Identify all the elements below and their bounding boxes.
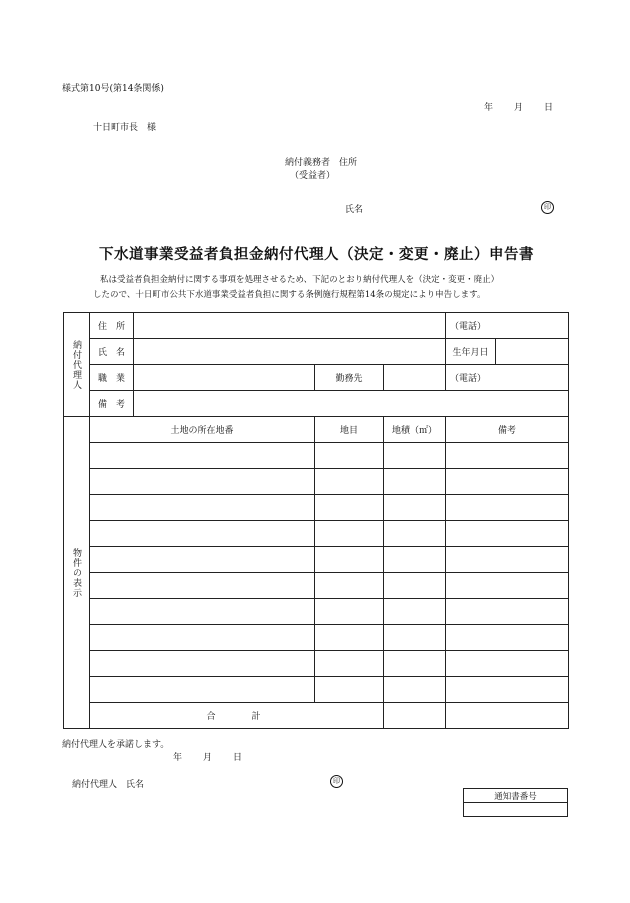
payer-seal-icon: 印 <box>541 201 554 214</box>
area-cell[interactable] <box>384 625 446 651</box>
consent-seal-icon: 印 <box>330 775 343 788</box>
remarks-cell[interactable] <box>446 469 569 495</box>
payer-sub-label: （受益者） <box>290 171 336 181</box>
column-header-location: 土地の所在地番 <box>90 417 315 443</box>
agent-phone-label: （電話） <box>450 322 487 332</box>
property-row <box>64 625 569 651</box>
location-cell[interactable] <box>90 521 315 547</box>
land-category-cell[interactable] <box>315 677 384 703</box>
property-row <box>64 469 569 495</box>
location-cell[interactable] <box>90 443 315 469</box>
area-cell[interactable] <box>384 677 446 703</box>
area-cell[interactable] <box>384 651 446 677</box>
remarks-cell[interactable] <box>446 443 569 469</box>
location-cell[interactable] <box>90 495 315 521</box>
land-category-cell[interactable] <box>315 599 384 625</box>
property-row <box>64 495 569 521</box>
agent-address-label: 住 所 <box>90 313 134 339</box>
consent-date-line: 年 月 日 <box>173 753 244 763</box>
area-cell[interactable] <box>384 599 446 625</box>
property-row <box>64 573 569 599</box>
agent-birthdate-label: 生年月日 <box>446 339 496 365</box>
area-cell[interactable] <box>384 469 446 495</box>
agent-birthdate-field[interactable] <box>496 339 569 365</box>
location-cell[interactable] <box>90 651 315 677</box>
remarks-cell[interactable] <box>446 599 569 625</box>
remarks-cell[interactable] <box>446 573 569 599</box>
remarks-cell[interactable] <box>446 625 569 651</box>
column-header-land-category: 地目 <box>315 417 384 443</box>
land-category-cell[interactable] <box>315 625 384 651</box>
agent-workplace-label: 勤務先 <box>315 365 384 391</box>
intro-line-2: したので、十日町市公共下水道事業受益者負担に関する条例施行規程第14条の規定により申告します。 <box>93 290 486 300</box>
date-line: 年 月 日 <box>484 103 555 113</box>
column-header-area: 地積（㎡） <box>384 417 446 443</box>
property-row <box>64 521 569 547</box>
agent-address-field[interactable] <box>134 313 446 339</box>
land-category-cell[interactable] <box>315 495 384 521</box>
land-category-cell[interactable] <box>315 521 384 547</box>
remarks-cell[interactable] <box>446 495 569 521</box>
notice-number-field[interactable] <box>464 803 568 817</box>
application-table <box>63 312 569 729</box>
land-category-cell[interactable] <box>315 547 384 573</box>
location-cell[interactable] <box>90 573 315 599</box>
notice-number-label: 通知書番号 <box>464 789 568 803</box>
consent-text: 納付代理人を承諾します。 <box>62 740 170 750</box>
property-row <box>64 443 569 469</box>
agent-occupation-field[interactable] <box>134 365 315 391</box>
land-category-cell[interactable] <box>315 573 384 599</box>
column-header-remarks: 備考 <box>446 417 569 443</box>
form-number: 様式第10号(第14条関係) <box>62 84 164 94</box>
area-cell[interactable] <box>384 495 446 521</box>
agent-workplace-phone-label: （電話） <box>450 374 487 384</box>
location-cell[interactable] <box>90 599 315 625</box>
land-category-cell[interactable] <box>315 469 384 495</box>
remarks-cell[interactable] <box>446 521 569 547</box>
property-row <box>64 651 569 677</box>
payer-address-label: 納付義務者 住所 <box>285 158 358 168</box>
agent-workplace-phone-field[interactable] <box>446 365 569 391</box>
property-row <box>64 599 569 625</box>
property-row <box>64 677 569 703</box>
area-cell[interactable] <box>384 573 446 599</box>
total-area-cell[interactable] <box>384 703 446 729</box>
location-cell[interactable] <box>90 625 315 651</box>
agent-occupation-label: 職 業 <box>90 365 134 391</box>
remarks-cell[interactable] <box>446 677 569 703</box>
agent-section-heading: 納付代理人 <box>64 313 90 417</box>
land-category-cell[interactable] <box>315 651 384 677</box>
area-cell[interactable] <box>384 521 446 547</box>
agent-name-label: 氏 名 <box>90 339 134 365</box>
agent-remarks-field[interactable] <box>134 391 569 417</box>
addressee: 十日町市長 様 <box>93 123 157 133</box>
property-row <box>64 547 569 573</box>
area-cell[interactable] <box>384 443 446 469</box>
property-section-heading: 物件の表示 <box>64 417 90 729</box>
total-label: 合 計 <box>90 703 384 729</box>
page-title: 下水道事業受益者負担金納付代理人（決定・変更・廃止）申告書 <box>99 246 534 263</box>
notice-number-box <box>463 788 568 817</box>
agent-name-field[interactable] <box>134 339 446 365</box>
remarks-cell[interactable] <box>446 547 569 573</box>
location-cell[interactable] <box>90 547 315 573</box>
payer-name-label: 氏名 <box>345 205 364 215</box>
area-cell[interactable] <box>384 547 446 573</box>
location-cell[interactable] <box>90 677 315 703</box>
remarks-cell[interactable] <box>446 651 569 677</box>
land-category-cell[interactable] <box>315 443 384 469</box>
consent-signer-label: 納付代理人 氏名 <box>72 780 145 790</box>
intro-line-1: 私は受益者負担金納付に関する事項を処理させるため、下記のとおり納付代理人を（決定・変更・廃止） <box>100 275 500 285</box>
agent-remarks-label: 備 考 <box>90 391 134 417</box>
agent-workplace-field[interactable] <box>384 365 446 391</box>
location-cell[interactable] <box>90 469 315 495</box>
agent-phone-field[interactable] <box>446 313 569 339</box>
total-remarks-cell[interactable] <box>446 703 569 729</box>
